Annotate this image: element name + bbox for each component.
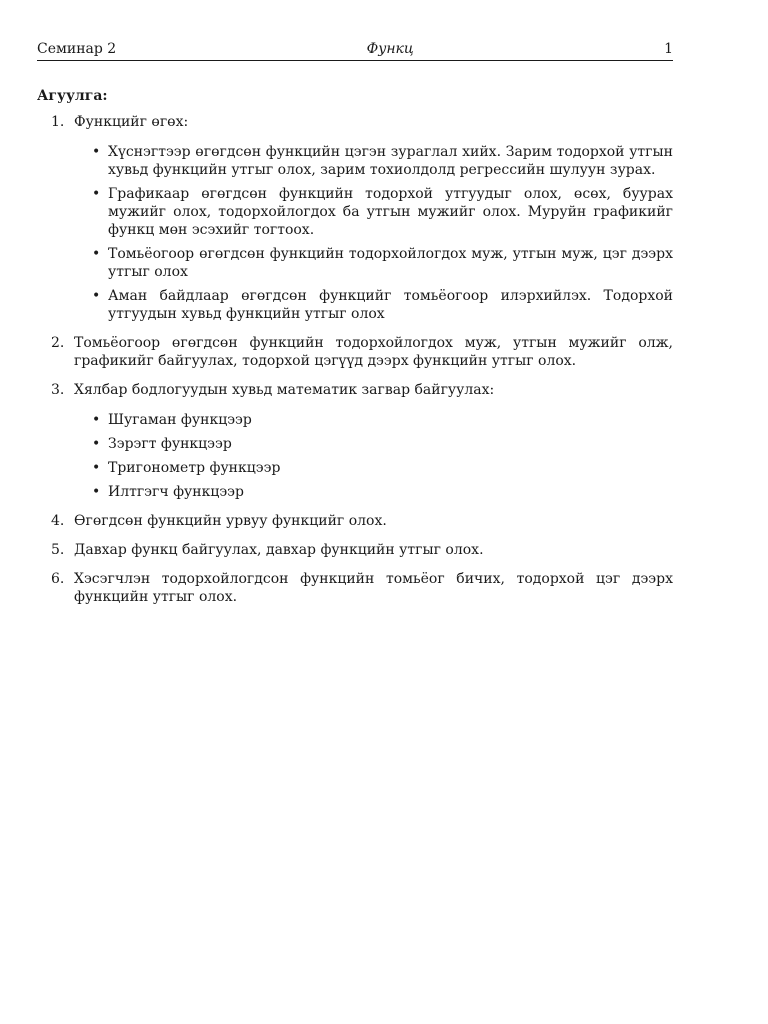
item-number: 5. [51, 542, 65, 558]
item-text: Томьёогоор өгөгдсөн функцийн тодорхойлогдох муж, утгын мужийг олж, графикийг байгуулах, тодорхой цэгүүд дээрх функцийн утгыг олох. [74, 335, 673, 369]
section-title: Агуулга: [37, 88, 108, 104]
sub-item-text: Зэрэгт функцээр [108, 436, 232, 452]
sub-item-text: Шугаман функцээр [108, 412, 252, 428]
contents-list [37, 113, 673, 606]
sub-list-item [74, 245, 673, 281]
sub-list-item [74, 185, 673, 239]
list-item [37, 334, 673, 370]
item-number: 1. [51, 114, 65, 130]
list-item [37, 512, 673, 530]
item-text: Өгөгдсөн функцийн урвуу функцийг олох. [74, 513, 387, 529]
list-item [37, 541, 673, 559]
sub-list-item [74, 435, 673, 453]
sub-list-item [74, 287, 673, 323]
item-number: 3. [51, 382, 65, 398]
bullet-icon: • [92, 288, 101, 304]
list-item [37, 570, 673, 606]
bullet-icon: • [92, 246, 101, 262]
item-number: 6. [51, 571, 65, 587]
bullet-icon: • [92, 484, 101, 500]
sub-list-item [74, 411, 673, 429]
sub-list-item [74, 483, 673, 501]
item-text: Функцийг өгөх: [74, 114, 189, 130]
bullet-icon: • [92, 186, 101, 202]
page-number: 1 [664, 41, 673, 57]
bullet-icon: • [92, 144, 101, 160]
sub-list-item [74, 459, 673, 477]
header-title: Функц [366, 41, 414, 57]
sub-item-text: Аман байдлаар өгөгдсөн функцийг томьёогоор илэрхийлэх. Тодорхой утгуудын хувьд функцийн утгыг олох [108, 288, 673, 322]
sub-item-text: Хүснэгтээр өгөгдсөн функцийн цэгэн зураглал хийх. Зарим тодорхой утгын хувьд функцийн утгыг олох, зарим тохиолдолд регрессийн шулуун зурах. [108, 144, 673, 178]
running-header [37, 40, 673, 61]
sub-item-text: Тригонометр функцээр [108, 460, 281, 476]
header-left: Семинар 2 [37, 41, 117, 57]
sub-item-text: Илтгэгч функцээр [108, 484, 244, 500]
sub-list [74, 143, 673, 323]
document-page [37, 40, 673, 617]
list-item [37, 113, 673, 323]
sub-item-text: Графикаар өгөгдсөн функцийн тодорхой утгуудыг олох, өсөх, буурах мужийг олох, тодорхойлогдох ба утгын мужийг олох. Муруйн графикийг функц мөн эсэхийг тогтоох. [108, 186, 673, 238]
sub-list-item [74, 143, 673, 179]
item-number: 4. [51, 513, 65, 529]
item-text: Хэсэгчлэн тодорхойлогдсон функцийн томьёог бичих, тодорхой цэг дээрх функцийн утгыг олох. [74, 571, 673, 605]
bullet-icon: • [92, 436, 101, 452]
item-number: 2. [51, 335, 65, 351]
bullet-icon: • [92, 460, 101, 476]
sub-list [74, 411, 673, 501]
list-item [37, 381, 673, 501]
item-text: Давхар функц байгуулах, давхар функцийн утгыг олох. [74, 542, 484, 558]
bullet-icon: • [92, 412, 101, 428]
item-text: Хялбар бодлогуудын хувьд математик загвар байгуулах: [74, 382, 495, 398]
sub-item-text: Томьёогоор өгөгдсөн функцийн тодорхойлогдох муж, утгын муж, цэг дээрх утгыг олох [108, 246, 673, 280]
